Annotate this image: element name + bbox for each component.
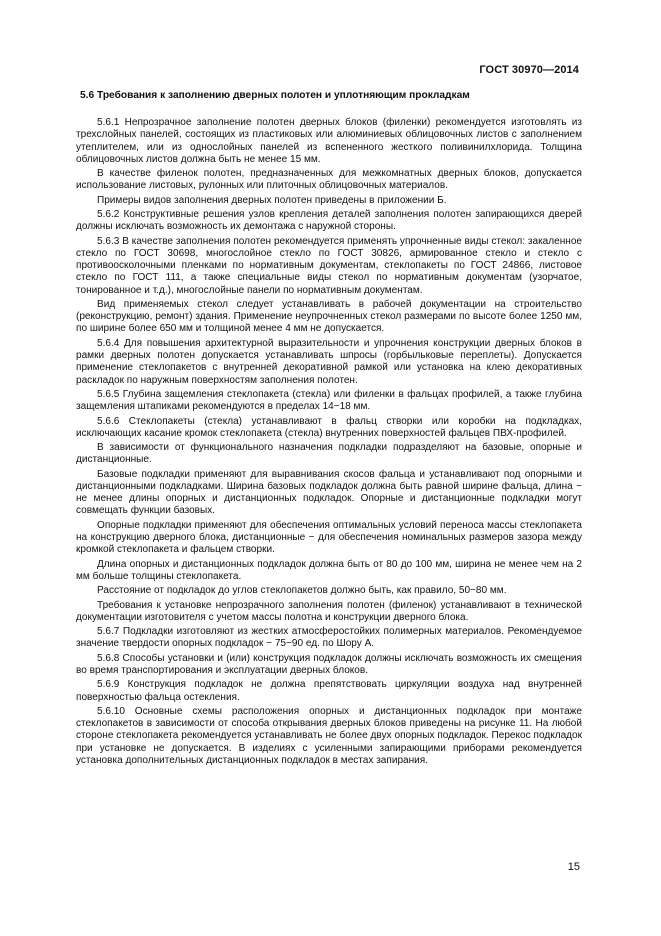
paragraph-pad-distance: Расстояние от подкладок до углов стеклопакетов должно быть, как правило, 50−80 мм. [97,585,507,597]
paragraph-5-6-5: 5.6.5 Глубина защемления стеклопакета (стекла) или филенки в фальцах профилей, а также глубина защемления штапиками рекомендуются в пределах 14−18 мм. [76,388,582,413]
paragraph-5-6-4: 5.6.4 Для повышения архитектурной выразительности и упрочнения конструкции дверных блоков в рамки дверных полотен допускается устанавливать шпросы (горбыльковые переплеты). Допускается применение стеклопакетов с внутренней декоративной рамкой или установка на клею декоративных раскладок по наружным поверхностям заполнения полотен. [76,337,582,386]
paragraph-examples: Примеры видов заполнения дверных полотен приведены в приложении Б. [97,194,447,206]
paragraph-panel-facing: В качестве филенок полотен, предназначенных для межкомнатных дверных блоков, допускается использование листовых, рулонных или плиточных облицовочных материалов. [76,168,582,192]
paragraph-5-6-9: 5.6.9 Конструкция подкладок не должна препятствовать циркуляции воздуха над внутренней поверхностью фальца остекления. [76,679,582,703]
section-title: 5.6 Требования к заполнению дверных полотен и уплотняющим прокладкам [80,90,470,101]
paragraph-pad-length: Длина опорных и дистанционных подкладок должна быть от 80 до 100 мм, ширина не менее чем на 2 мм больше толщины стеклопакета. [76,558,582,582]
paragraph-5-6-3: 5.6.3 В качестве заполнения полотен рекомендуется применять упрочненные виды стекол: закаленное стекло по ГОСТ 30698, многослойное стекло по ГОСТ 30826, армированное стекло и стекло с противоосколочными пленками по нормативным документам, стеклопакеты по ГОСТ 24866, листовое стекло по ГОСТ 111, а также специальные виды стекол по нормативным документам (узорчатое, тонированное и т.д.), многослойные панели по нормативным документам. [76,235,582,296]
paragraph-5-6-2: 5.6.2 Конструктивные решения узлов крепления деталей заполнения полотен запирающихся дверей должны исключать возможность их демонтажа с наружной стороны. [76,209,582,233]
paragraph-5-6-7: 5.6.7 Подкладки изготовляют из жестких атмосферостойких полимерных материалов. Рекомендуемое значение твердости опорных подкладок − 75−90 ед. по Шору А. [76,626,582,650]
paragraph-5-6-1: 5.6.1 Непрозрачное заполнение полотен дверных блоков (филенки) рекомендуется изготовлять из трехслойных панелей, состоящих из пластиковых или алюминиевых облицовочных листов с заполнением утеплителем, или из однослойных панелей из вспененного жесткого поливинилхлорида. Толщина облицовочных листов должна быть не менее 15 мм. [76,117,582,165]
paragraph-opaque-install: Требования к установке непрозрачного заполнения полотен (филенок) устанавливают в технической документации изготовителя с учетом массы полотна и конструкции дверного блока. [76,599,582,623]
paragraph-5-6-6: 5.6.6 Стеклопакеты (стекла) устанавливают в фальц створки или коробки на подкладках, исключающих касание кромок стеклопакета (стекла) внутренних поверхностей фальцев ПВХ-профилей. [76,415,582,439]
standard-header: ГОСТ 30970—2014 [479,64,579,76]
paragraph-support-pads: Опорные подкладки применяют для обеспечения оптимальных условий переноса массы стеклопакета на конструкцию дверного блока, дистанционные − для обеспечения номинальных размеров зазора между кромкой стеклопакета и фальцем створки. [76,519,582,556]
paragraph-5-6-8: 5.6.8 Способы установки и (или) конструкция подкладок должны исключать возможность их смещения во время транспортирования и эксплуатации дверных блоков. [76,652,582,676]
paragraph-glass-type: Вид применяемых стекол следует устанавливать в рабочей документации на строительство (реконструкцию, ремонт) здания. Применение неупрочненных стекол размерами по высоте более 1250 мм, по ширине более 650 мм и толщиной менее 4 мм не допускается. [76,298,582,335]
page-number: 15 [567,861,580,873]
document-body [76,117,582,769]
paragraph-base-pads: Базовые подкладки применяют для выравнивания скосов фальца и устанавливают под опорными и дистанционными подкладками. Ширина базовых подкладок должна быть равной ширине фальца, длина − не менее длины опорных и дистанционных подкладок. Опорные и дистанционные подкладки могут совмещать функции базовых. [76,468,582,517]
paragraph-5-6-10: 5.6.10 Основные схемы расположения опорных и дистанционных подкладок при монтаже стеклопакетов в зависимости от способа открывания дверных блоков приведены на рисунке 11. На любой стороне стеклопакета рекомендуется устанавливать не более двух опорных подкладок. Перекос подкладок при установке не допускается. В изделиях с усиленными запирающими приборами рекомендуется установка дополнительных дистанционных подкладок в местах запирания. [76,705,582,766]
paragraph-pad-types: В зависимости от функционального назначения подкладки подразделяют на базовые, опорные и дистанционные. [76,442,582,466]
